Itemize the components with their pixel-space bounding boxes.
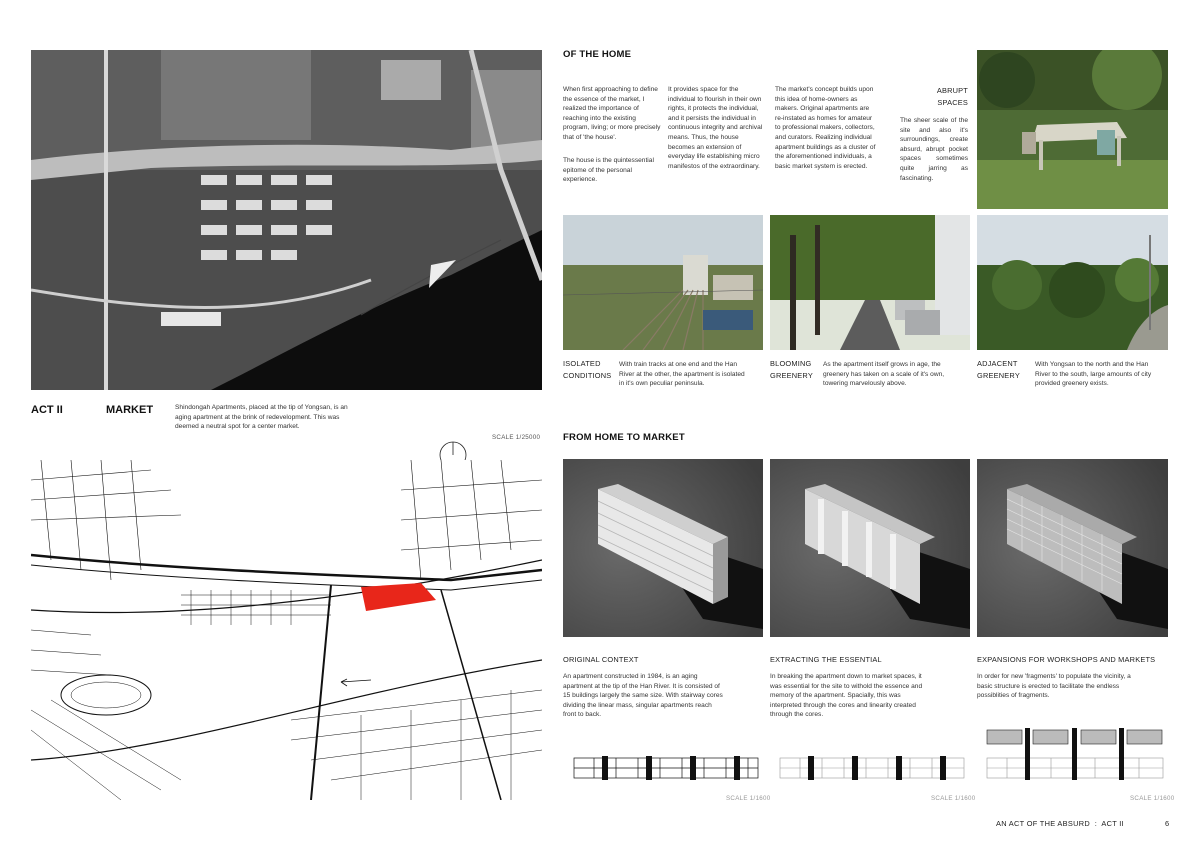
render-original-context <box>563 459 763 637</box>
photo-blooming-greenery <box>770 215 970 350</box>
photo-abrupt-spaces <box>977 50 1168 209</box>
step-title-expansions: EXPANSIONS FOR WORKSHOPS AND MARKETS <box>977 655 1156 664</box>
site-description: Shindongah Apartments, placed at the tip of Yongsan, is an aging apartment at the brink of redevelopment. This was deemed a neutral spot for a center market. <box>175 404 348 431</box>
home-text-col1b: The house is the quintessential epitome of the personal experience. <box>563 157 654 184</box>
render-expansions <box>977 459 1168 637</box>
caption-label-blooming: BLOOMING GREENERY <box>770 359 813 380</box>
caption-text-isolated: With train tracks at one end and the Han River at the other, the apartment is isolated in it's own peculiar peninsula. <box>619 361 745 388</box>
caption-text-blooming: As the apartment itself grows in age, the greenery has taken on a scale of it's own, towering marvelously above. <box>823 361 945 388</box>
section-heading-market: FROM HOME TO MARKET <box>563 432 685 443</box>
act-label: ACT II <box>31 404 63 416</box>
plan-scale-3: SCALE 1/1600 <box>1130 795 1175 802</box>
step-text-expansions: In order for new 'fragments' to populate the vicinity, a basic structure is erected to facilitate the endless possiblities of fragments. <box>977 673 1131 700</box>
map-scale: SCALE 1/25000 <box>492 434 541 441</box>
section-heading-home: OF THE HOME <box>563 49 632 60</box>
caption-label-isolated: ISOLATED CONDITIONS <box>563 359 612 380</box>
plan-expansions <box>985 726 1165 784</box>
plan-scale-2: SCALE 1/1600 <box>931 795 976 802</box>
page-title: MARKET <box>106 404 154 416</box>
home-text-col1a: When first approaching to define the essence of the market, I realized the importance of reaching into the existing program, living; or more precisely that of 'the house'. <box>563 86 661 141</box>
home-text-col2: It provides space for the individual to flourish in their own rights, it protects the individual, and it persists the individual in continuous integrity and archival means. Thus, the house becomes an extension of everyday life establishing micro manifestos of the extraordinary. <box>668 86 763 170</box>
page-number: 6 <box>1165 819 1170 828</box>
plan-original <box>572 752 760 784</box>
abrupt-spaces-label: ABRUPT SPACES <box>936 86 968 107</box>
photo-adjacent-greenery <box>977 215 1168 350</box>
site-map <box>31 460 542 800</box>
step-text-original: An apartment constructed in 1984, is an aging apartment at the tip of the Han River. It is consisted of 15 buildings largely the same size. With stairway cores dividing the linear mass, singular apartments reach front to back. <box>563 673 723 719</box>
caption-label-adjacent: ADJACENT GREENERY <box>977 359 1020 380</box>
step-text-extracting: In breaking the apartment down to market spaces, it was essential for the site to withold the essence and memory of the apartment. Spacially, this was interpreted through the cores and linearity created through the cores. <box>770 673 923 719</box>
footer-title: AN ACT OF THE ABSURD : ACT II <box>996 819 1124 828</box>
render-extracting-essential <box>770 459 970 637</box>
abrupt-spaces-text: The sheer scale of the site and also it's surroundings, create absurd, abrupt pocket spaces sometimes quite jarring as fascinating. <box>900 117 968 182</box>
caption-text-adjacent: With Yongsan to the north and the Han River to the south, large amounts of city provided greenery exists. <box>1035 361 1152 388</box>
aerial-photo <box>31 50 542 390</box>
plan-extracting <box>778 752 966 784</box>
home-text-col3: The market's concept builds upon this idea of home-owners as makers. Original apartments are re-instated as homes for amateur to professional makers, collectors, and curators. Realizing individual apartment buildings as a cluster of the aforementioned individuals, a basic market system is erected. <box>775 86 876 170</box>
step-title-original: ORIGINAL CONTEXT <box>563 655 639 664</box>
step-title-extracting: EXTRACTING THE ESSENTIAL <box>770 655 882 664</box>
photo-isolated-conditions <box>563 215 763 350</box>
plan-scale-1: SCALE 1/1600 <box>726 795 771 802</box>
